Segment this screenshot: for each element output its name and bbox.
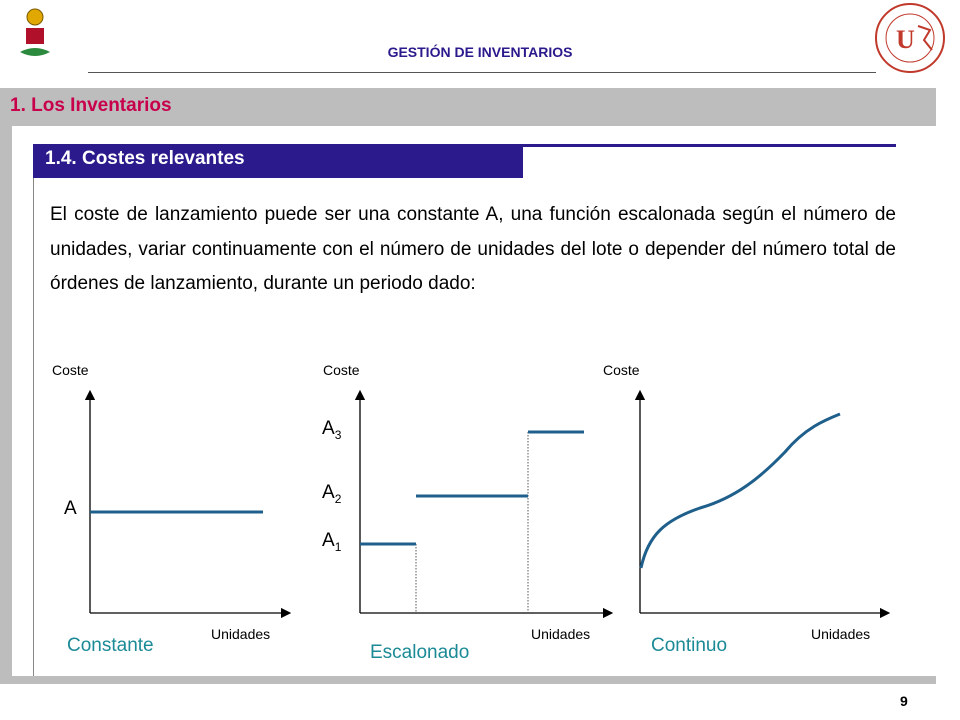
body-paragraph: El coste de lanzamiento puede ser una constante A, una función escalonada según el número de unidades, variar continuamente con el número de unidades del lote o depender del número total de órdenes de lanzamiento, durante un periodo dado:	[50, 204, 896, 294]
header-title: GESTIÓN DE INVENTARIOS	[387, 44, 573, 60]
chart-escalonado-y-label: Coste	[323, 362, 360, 378]
chart-constante-caption: Constante	[67, 635, 154, 656]
subsection-title: 1.4. Costes relevantes	[45, 148, 245, 169]
chart-constante	[90, 395, 286, 613]
chart-escalonado	[360, 395, 608, 613]
chart-continuo	[640, 395, 885, 613]
level-label-a3: $A_3$	[322, 418, 342, 442]
page-number: 9	[900, 693, 908, 709]
chart-constante-x-label: Unidades	[211, 626, 271, 642]
level-label-a: A	[64, 498, 77, 519]
level-label-a2: $A_2$	[322, 482, 342, 506]
chart-escalonado-caption: Escalonado	[370, 642, 470, 663]
chart-escalonado-x-label: Unidades	[531, 626, 591, 642]
level-label-a1: $A_1$	[322, 530, 342, 554]
continuous-cost-curve	[641, 414, 840, 568]
chart-continuo-x-label: Unidades	[811, 626, 871, 642]
section-title: 1. Los Inventarios	[10, 95, 172, 116]
chart-continuo-y-label: Coste	[603, 362, 640, 378]
chart-continuo-caption: Continuo	[651, 635, 728, 656]
svg-text:U: U	[896, 25, 915, 54]
chart-constante-y-label: Coste	[52, 362, 89, 378]
